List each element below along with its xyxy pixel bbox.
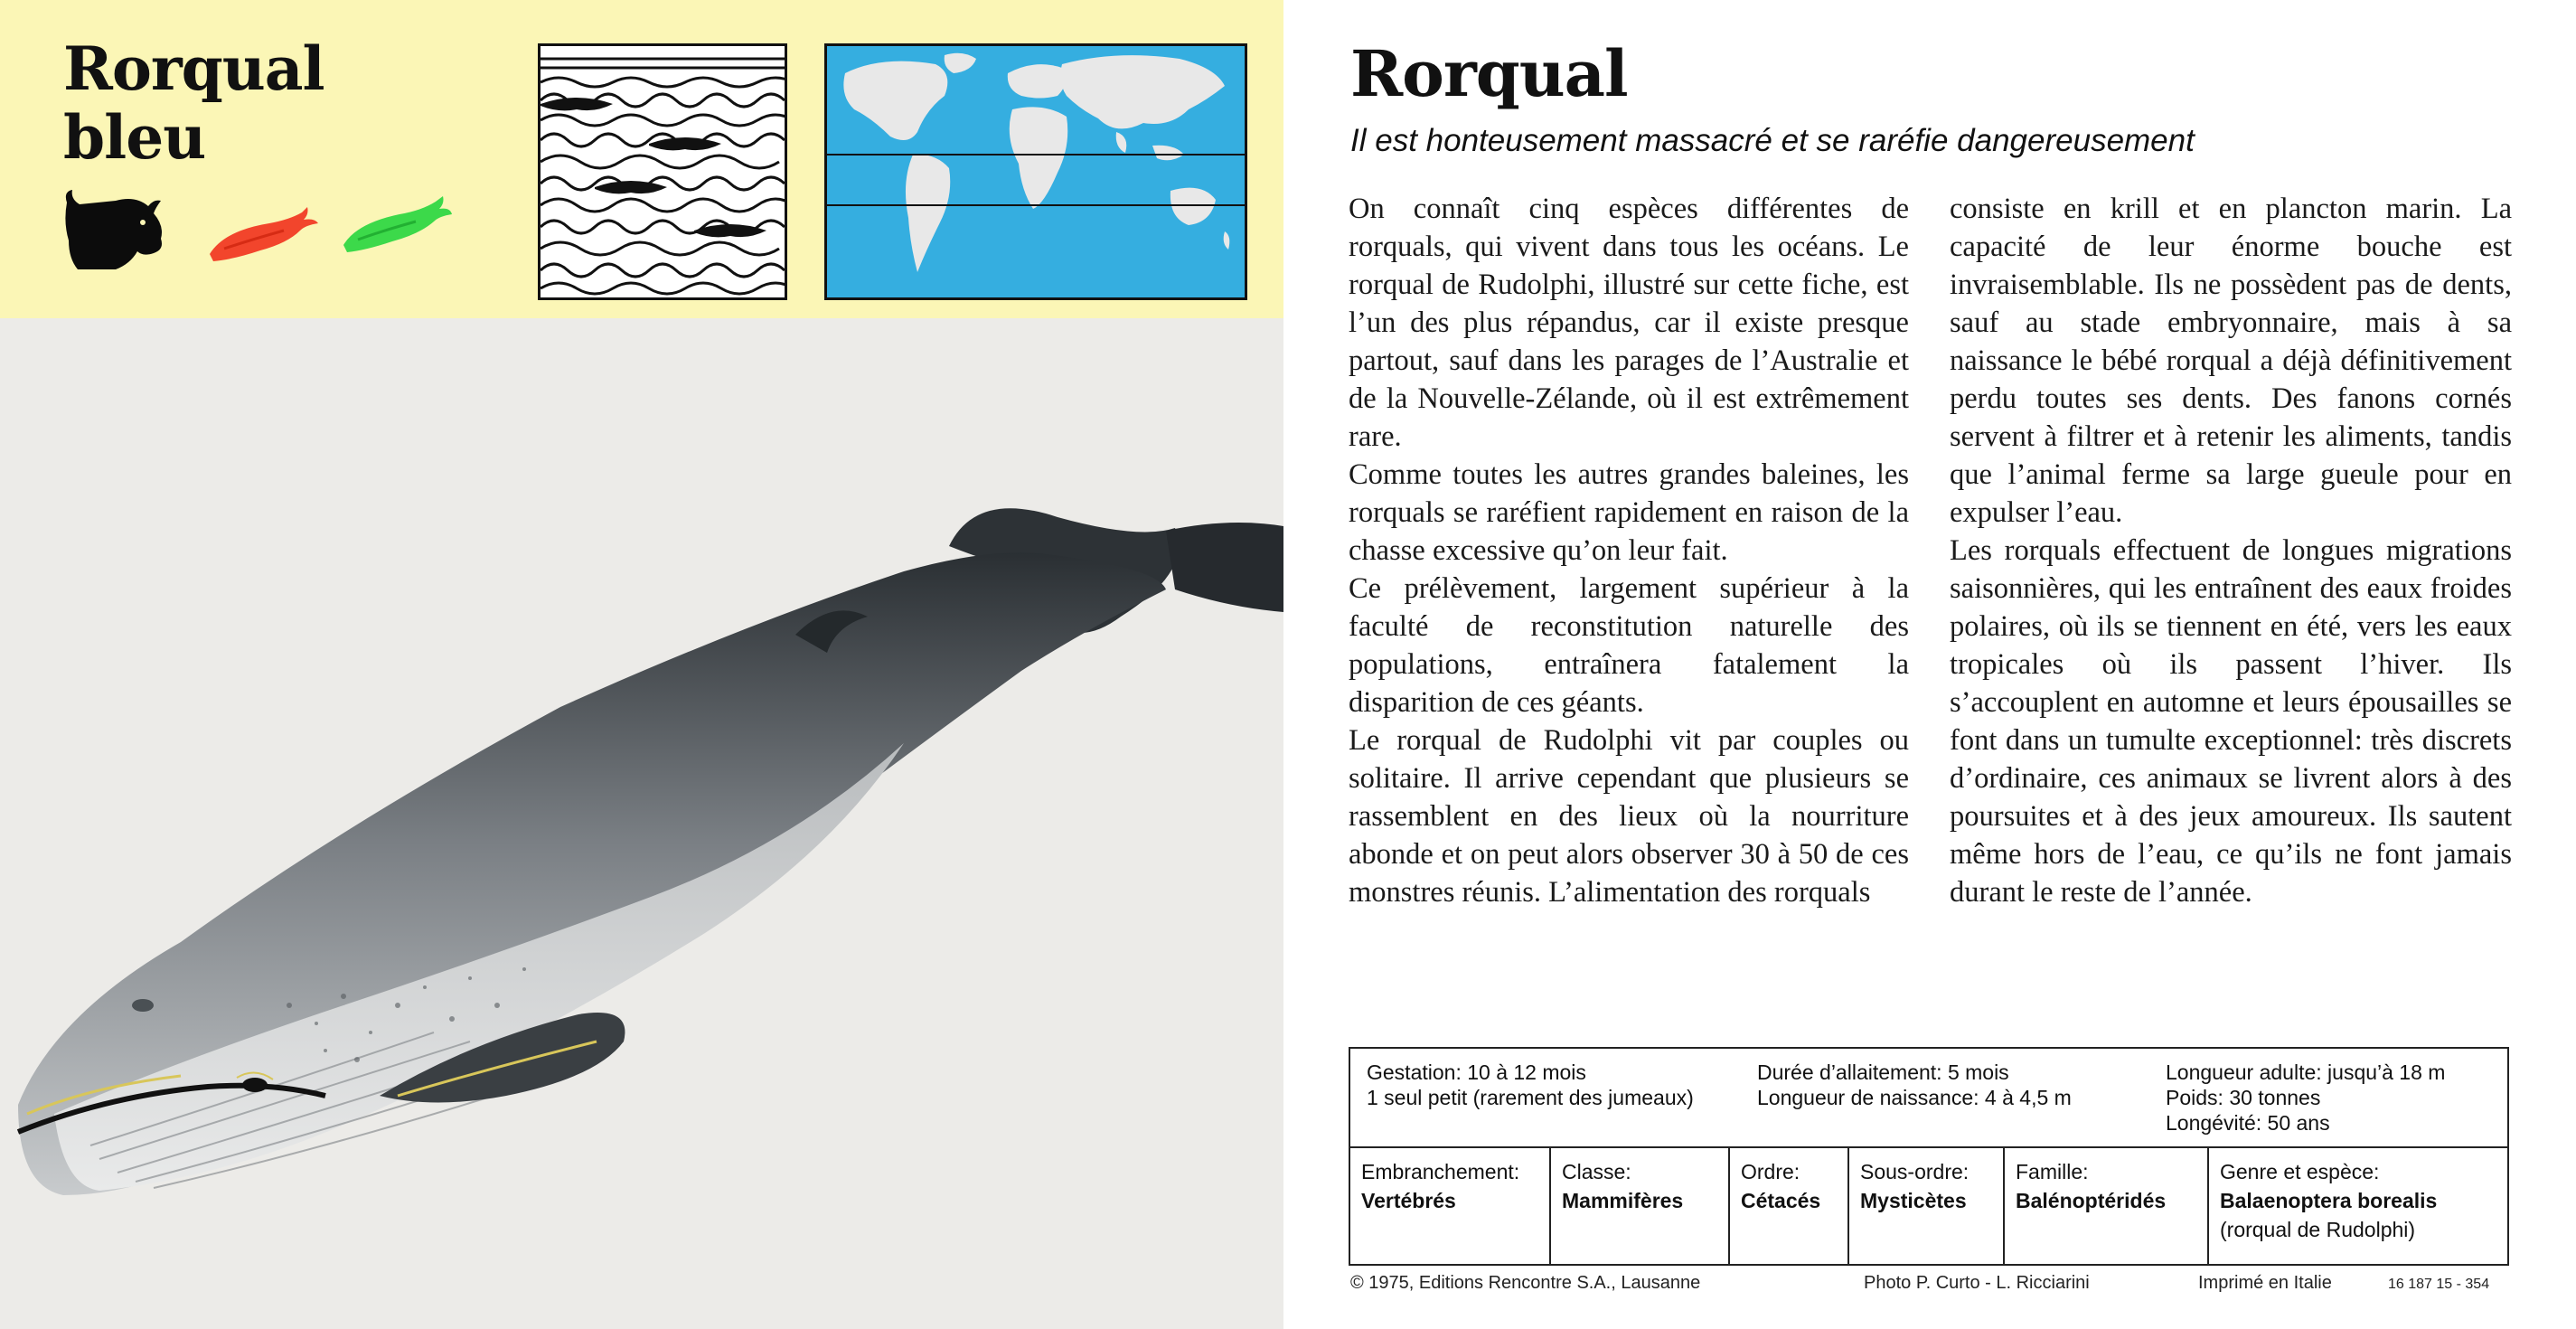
facts-table <box>1349 1047 2509 1266</box>
adult-length-text: Longueur adulte: jusqu’à 18 m <box>2166 1060 2446 1084</box>
world-map-image <box>824 43 1247 300</box>
left-card <box>0 0 1283 1329</box>
species-title-line1: Rorqual <box>63 33 324 104</box>
longevity-text: Longévité: 50 ans <box>2166 1111 2330 1135</box>
text-column-left <box>1349 190 1909 911</box>
tax-value: Balaenoptera borealis <box>2220 1189 2438 1212</box>
offspring-text: 1 seul petit (rarement des jumeaux) <box>1367 1086 1694 1109</box>
tax-cell-famille <box>2005 1148 2209 1264</box>
red-fish-icon <box>206 203 319 267</box>
paragraph: Les rorquals effectuent de longues migrations saisonnières, qui les entraînent des eaux froides polaires, où ils se tiennent en été, vers les eaux tropicales où ils passent l’hiver. Ils s’accouplent en automne et leurs épousailles se font dans un tumulte exceptionnel: très discrets d’ordinaire, ces animaux se livrent alors à des poursuites et à des jeux amoureux. Ils sautent même hors de l’eau, ce qu’ils ne font jamais durant le reste de l’année. <box>1950 534 2512 909</box>
paragraph: On connaît cinq espèces différentes de rorquals, qui vivent dans tous les océans. Le rorqual de Rudolphi, illustré sur cette fiche, est l’un des plus répandus, car il existe presque partout, sauf dans les parages de l’Australie et de la Nouvelle-Zélande, où il est extrêmement rare. <box>1349 193 1909 453</box>
tax-label: Embranchement: <box>1361 1160 1520 1183</box>
right-card <box>1294 0 2576 1329</box>
paragraph: Comme toutes les autres grandes baleines, les rorquals se raréfient rapidement en raison de la chasse excessive qu’on leur fait. <box>1349 458 1909 567</box>
lactation-text: Durée d’allaitement: 5 mois <box>1757 1060 2009 1084</box>
facts-cell-gestation <box>1350 1049 1739 1146</box>
tax-value: Mammifères <box>1562 1189 1684 1212</box>
tax-cell-genre <box>2209 1148 2505 1264</box>
habitat-waves-image <box>538 43 787 300</box>
gestation-text: Gestation: 10 à 12 mois <box>1367 1060 1586 1084</box>
paragraph: Le rorqual de Rudolphi vit par couples ou solitaire. Il arrive cependant que plusieurs se rassemblent en des lieux où la nourriture abonde et on peut alors observer 30 à 50 de ces monstres réunis. L’alimentation des rorquals <box>1349 724 1909 909</box>
tax-label: Genre et espèce: <box>2220 1160 2380 1183</box>
weight-text: Poids: 30 tonnes <box>2166 1086 2321 1109</box>
article-subtitle: Il est honteusement massacré et se raréfie dangereusement <box>1350 123 2195 158</box>
tax-cell-classe <box>1551 1148 1730 1264</box>
tax-cell-embranchement <box>1350 1148 1551 1264</box>
tax-sub: (rorqual de Rudolphi) <box>2220 1218 2416 1241</box>
text-column-right <box>1950 190 2512 911</box>
species-title <box>63 34 334 172</box>
tax-value: Mysticètes <box>1860 1189 1967 1212</box>
paragraph: Ce prélèvement, largement supérieur à la faculté de reconstitution naturelle des populations, entraînera fatalement la disparition de ces géants. <box>1349 572 1909 719</box>
birth-length-text: Longueur de naissance: 4 à 4,5 m <box>1757 1086 2072 1109</box>
footer-reference: 16 187 15 - 354 <box>2388 1277 2490 1292</box>
footer-copyright: © 1975, Editions Rencontre S.A., Lausanne <box>1350 1273 1701 1293</box>
whale-illustration <box>0 318 1283 1329</box>
facts-cell-adult <box>2149 1049 2505 1146</box>
tax-value: Cétacés <box>1741 1189 1821 1212</box>
footer-photo-credit: Photo P. Curto - L. Ricciarini <box>1864 1273 2090 1293</box>
species-title-line2: bleu <box>63 102 206 173</box>
green-fish-icon <box>340 193 453 258</box>
tax-value: Vertébrés <box>1361 1189 1456 1212</box>
tax-value: Balénoptéridés <box>2016 1189 2167 1212</box>
footer-printed: Imprimé en Italie <box>2198 1273 2332 1293</box>
bull-icon <box>60 186 168 273</box>
article-title: Rorqual <box>1350 36 1628 111</box>
tax-label: Sous-ordre: <box>1860 1160 1970 1183</box>
tax-cell-ordre <box>1730 1148 1849 1264</box>
paragraph: consiste en krill et en plancton marin. La capacité de leur énorme bouche est invraisemblable. Ils ne possèdent pas de dents, sauf au stade embryonnaire, mais à sa naissance le bébé rorqual a déjà définitivement perdu toutes ses dents. Des fanons cornés servent à filtrer et à retenir les aliments, tandis que l’animal ferme sa large gueule pour en expulser l’eau. <box>1950 193 2512 529</box>
tax-cell-sous-ordre <box>1849 1148 2005 1264</box>
taxonomy-row <box>1350 1148 2507 1264</box>
facts-row <box>1350 1049 2507 1148</box>
facts-cell-lactation <box>1741 1049 2129 1146</box>
tax-label: Ordre: <box>1741 1160 1800 1183</box>
tax-label: Famille: <box>2016 1160 2089 1183</box>
tax-label: Classe: <box>1562 1160 1631 1183</box>
